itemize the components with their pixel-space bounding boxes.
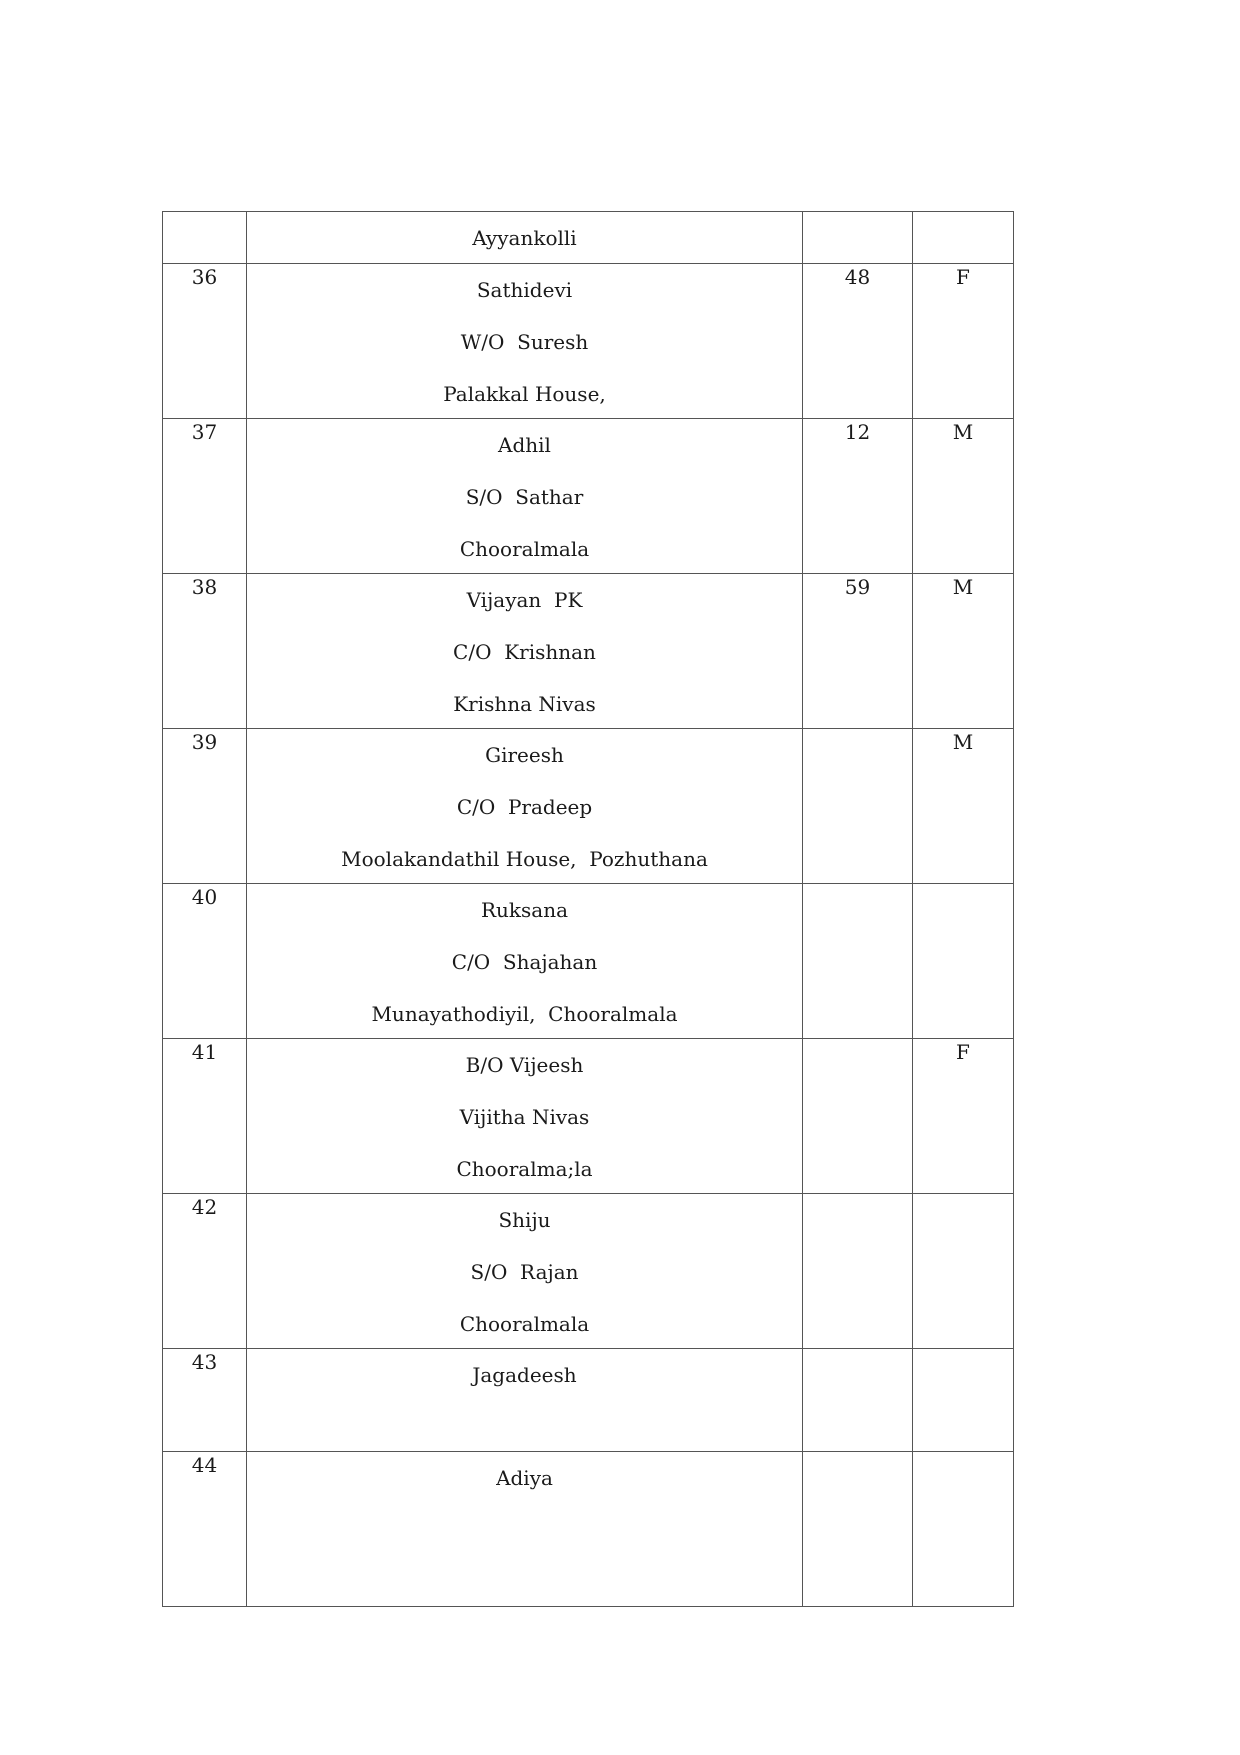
name-line: Sathidevi	[476, 278, 573, 302]
relation-line: C/O Pradeep	[456, 795, 593, 819]
age-cell	[803, 884, 913, 1039]
name-line: Gireesh	[485, 743, 564, 767]
name-address-cell	[247, 574, 803, 729]
sex-cell	[913, 884, 1014, 1039]
name-line: Adiya	[496, 1466, 553, 1490]
serial-number-cell	[163, 212, 247, 264]
relation-line: S/O Rajan	[470, 1260, 579, 1284]
name-address-cell	[247, 264, 803, 419]
name-address-cell	[247, 1349, 803, 1452]
serial-number-cell: 37	[163, 419, 247, 574]
name-address-cell	[247, 884, 803, 1039]
name-line: Ayyankolli	[472, 226, 577, 250]
name-address-cell	[247, 1194, 803, 1349]
table-row	[163, 264, 1014, 419]
serial-number-cell: 41	[163, 1039, 247, 1194]
name-address-cell	[247, 1452, 803, 1607]
name-line: Jagadeesh	[472, 1363, 577, 1387]
table-row	[163, 574, 1014, 729]
age-cell: 12	[803, 419, 913, 574]
serial-number-cell: 40	[163, 884, 247, 1039]
name-line: Vijayan PK	[466, 588, 583, 612]
age-cell	[803, 729, 913, 884]
table-row	[163, 1452, 1014, 1607]
house-line: Vijitha Nivas	[459, 1105, 590, 1129]
sex-cell	[913, 212, 1014, 264]
serial-number-cell: 39	[163, 729, 247, 884]
relation-line: C/O Krishnan	[453, 640, 596, 664]
relation-line: S/O Sathar	[465, 485, 584, 509]
table-row	[163, 419, 1014, 574]
address-line: Chooralmala	[459, 537, 590, 561]
name-line: Shiju	[498, 1208, 551, 1232]
sex-cell	[913, 1349, 1014, 1452]
address-line: Krishna Nivas	[453, 692, 596, 716]
address-line: Chooralmala	[459, 1312, 590, 1336]
table-row	[163, 212, 1014, 264]
victims-table	[162, 211, 1014, 1607]
serial-number-cell: 42	[163, 1194, 247, 1349]
address-line: Chooralma;la	[456, 1157, 593, 1181]
table-row	[163, 1039, 1014, 1194]
serial-number-cell: 44	[163, 1452, 247, 1607]
age-cell	[803, 1039, 913, 1194]
relation-line: C/O Shajahan	[451, 950, 598, 974]
table-row	[163, 1194, 1014, 1349]
serial-number-cell: 36	[163, 264, 247, 419]
sex-cell: M	[913, 574, 1014, 729]
sex-cell: F	[913, 264, 1014, 419]
age-cell	[803, 1349, 913, 1452]
name-line: B/O Vijeesh	[465, 1053, 584, 1077]
table-row	[163, 1349, 1014, 1452]
sex-cell: M	[913, 419, 1014, 574]
relation-line: W/O Suresh	[460, 330, 589, 354]
name-address-cell	[247, 212, 803, 264]
age-cell	[803, 212, 913, 264]
name-line: Ruksana	[480, 898, 569, 922]
sex-cell: M	[913, 729, 1014, 884]
age-cell	[803, 1452, 913, 1607]
name-address-cell	[247, 1039, 803, 1194]
address-line: Palakkal House,	[443, 382, 606, 406]
name-address-cell	[247, 419, 803, 574]
address-line: Munayathodiyil, Chooralmala	[371, 1002, 678, 1026]
age-cell	[803, 1194, 913, 1349]
name-line: Adhil	[498, 433, 551, 457]
sex-cell: F	[913, 1039, 1014, 1194]
serial-number-cell: 43	[163, 1349, 247, 1452]
age-cell: 59	[803, 574, 913, 729]
table-row	[163, 884, 1014, 1039]
address-line: Moolakandathil House, Pozhuthana	[341, 847, 708, 871]
serial-number-cell: 38	[163, 574, 247, 729]
sex-cell	[913, 1452, 1014, 1607]
name-address-cell	[247, 729, 803, 884]
table-row	[163, 729, 1014, 884]
age-cell: 48	[803, 264, 913, 419]
sex-cell	[913, 1194, 1014, 1349]
